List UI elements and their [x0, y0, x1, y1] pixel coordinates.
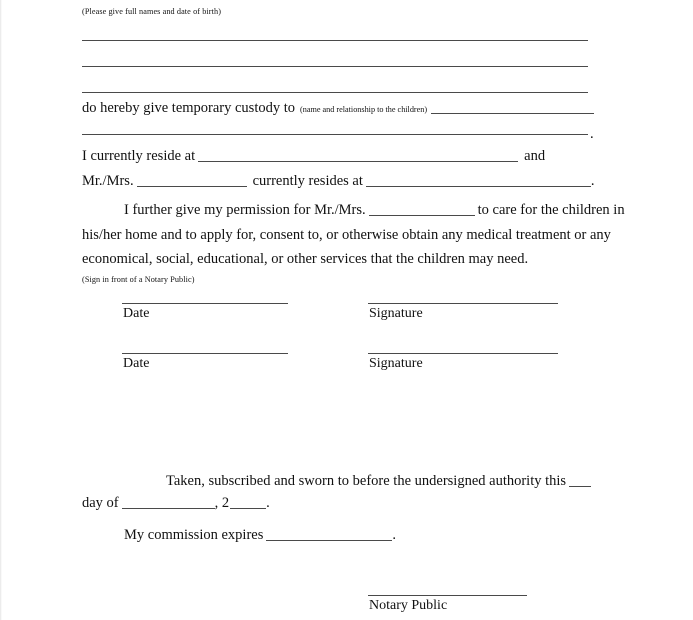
- notary-commission-blank[interactable]: [266, 528, 392, 541]
- clause-permission-row-2: his/her home and to apply for, consent to, or otherwise obtain any medical treatment or any: [82, 227, 611, 243]
- signature-label-1: Signature: [369, 306, 423, 321]
- notary-day-number-blank[interactable]: [569, 474, 591, 487]
- clause-permission-row-1: [82, 202, 625, 219]
- clause-mrs-middle: currently resides at: [252, 173, 363, 189]
- blank-line-2[interactable]: [82, 66, 588, 67]
- blank-line-1[interactable]: [82, 40, 588, 41]
- date-label-2: Date: [123, 356, 150, 371]
- clause-reside-prefix: I currently reside at: [82, 148, 196, 164]
- notary-public-rule[interactable]: [368, 595, 527, 596]
- notary-sworn-row-2: [82, 495, 602, 512]
- clause-permission-row-3: economical, social, educational, or other services that the children may need.: [82, 251, 529, 267]
- notary-commission-prefix: My commission expires: [124, 527, 264, 543]
- reside-address-blank[interactable]: [198, 149, 518, 162]
- clause-custody-note: (name and relationship to the children): [300, 105, 428, 114]
- signature-rule-1[interactable]: [368, 303, 558, 304]
- clause-permission-prefix: I further give my permission for Mr./Mrs.: [124, 202, 366, 218]
- custody-name-blank[interactable]: [431, 101, 594, 114]
- notary-year-prefix: , 2: [214, 495, 230, 511]
- mrs-name-blank[interactable]: [137, 174, 247, 187]
- notary-day-prefix: day of: [82, 495, 119, 511]
- instruction-full-names: (Please give full names and date of birth): [82, 7, 222, 16]
- notary-year-blank[interactable]: [230, 496, 266, 509]
- custody-period: .: [590, 126, 594, 142]
- mrs-address-blank[interactable]: [366, 174, 591, 187]
- notary-sworn-prefix: Taken, subscribed and sworn to before the undersigned authority this: [166, 473, 567, 489]
- blank-line-3[interactable]: [82, 92, 588, 93]
- date-rule-2[interactable]: [122, 353, 288, 354]
- clause-permission-suffix: to care for the children in: [477, 202, 625, 218]
- signature-rule-2[interactable]: [368, 353, 558, 354]
- permission-name-blank[interactable]: [369, 203, 475, 216]
- clause-custody-row: [82, 100, 602, 118]
- clause-reside-row: [82, 148, 602, 165]
- clause-reside-suffix: and: [524, 148, 546, 164]
- clause-mrs-prefix: Mr./Mrs.: [82, 173, 134, 189]
- date-label-1: Date: [123, 306, 150, 321]
- clause-custody-text: do hereby give temporary custody to: [82, 100, 296, 116]
- custody-continuation-rule[interactable]: [82, 134, 588, 135]
- signature-label-2: Signature: [369, 356, 423, 371]
- clause-mrs-row: [82, 173, 602, 190]
- instruction-sign-notary: (Sign in front of a Notary Public): [82, 275, 195, 284]
- notary-commission-period: .: [392, 527, 396, 543]
- notary-sworn-row-1: [82, 473, 602, 490]
- date-rule-1[interactable]: [122, 303, 288, 304]
- notary-commission-row: [82, 527, 602, 544]
- clause-mrs-period: .: [590, 173, 595, 189]
- notary-month-blank[interactable]: [122, 496, 215, 509]
- notary-sworn-period: .: [266, 495, 270, 511]
- notary-public-label: Notary Public: [369, 598, 448, 613]
